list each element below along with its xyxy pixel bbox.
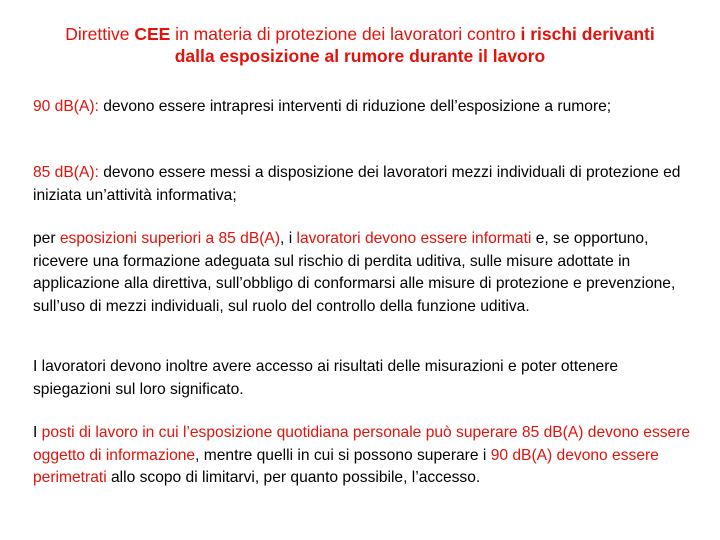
text-run: esposizioni superiori a 85 dB(A) (59, 230, 281, 247)
text-run: allo scopo di limitarvi, per quanto possibile, l’accesso. (106, 469, 481, 486)
text-run: Direttive (65, 24, 135, 44)
paragraph-information-training (33, 228, 693, 318)
paragraph-workplaces (33, 422, 693, 490)
paragraph-90db (33, 96, 693, 119)
text-run: per (33, 230, 60, 247)
text-run: 85 dB(A): (33, 164, 104, 181)
text-run: I lavoratori devono inoltre avere accesso ai risultati delle misurazioni e poter ottenere spiegazioni sul loro significato. (33, 358, 619, 398)
paragraph-access-measurements (33, 356, 693, 401)
text-run: devono essere intrapresi interventi di riduzione dell’esposizione a rumore; (103, 98, 612, 115)
text-run: 90 dB(A) devono essere perimetrati (33, 446, 659, 486)
text-run: devono essere messi a disposizione dei lavoratori mezzi individuali di protezione ed iniziata un’attività informativa; (33, 164, 681, 204)
text-run: i rischi derivanti (520, 24, 655, 44)
text-run: e, se opportuno, ricevere una formazione adeguata sul rischio di perdita uditiva, sulle misure adottate in applicazione alla direttiva, sull’obbligo di conformarsi alle misure di protezione e prevenzione, sull’uso di mezzi individuali, sul ruolo del controllo della funzione uditiva. (33, 230, 676, 315)
paragraph-85db (33, 162, 693, 207)
text-run: posti di lavoro in cui l’esposizione quotidiana personale può superare 85 dB(A) devono essere oggetto di informazione (33, 424, 691, 464)
text-run: I (33, 424, 42, 441)
text-run: CEE (134, 24, 171, 44)
text-run: in materia di protezione dei lavoratori contro (170, 24, 521, 44)
slide-title (20, 23, 700, 67)
text-run: dalla esposizione al rumore durante il lavoro (174, 46, 546, 66)
text-run: 90 dB(A): (33, 98, 104, 115)
text-run: lavoratori devono essere informati (296, 230, 532, 247)
text-run: , mentre quelli in cui si possono superare i (195, 446, 491, 464)
text-run: , i (280, 230, 297, 247)
